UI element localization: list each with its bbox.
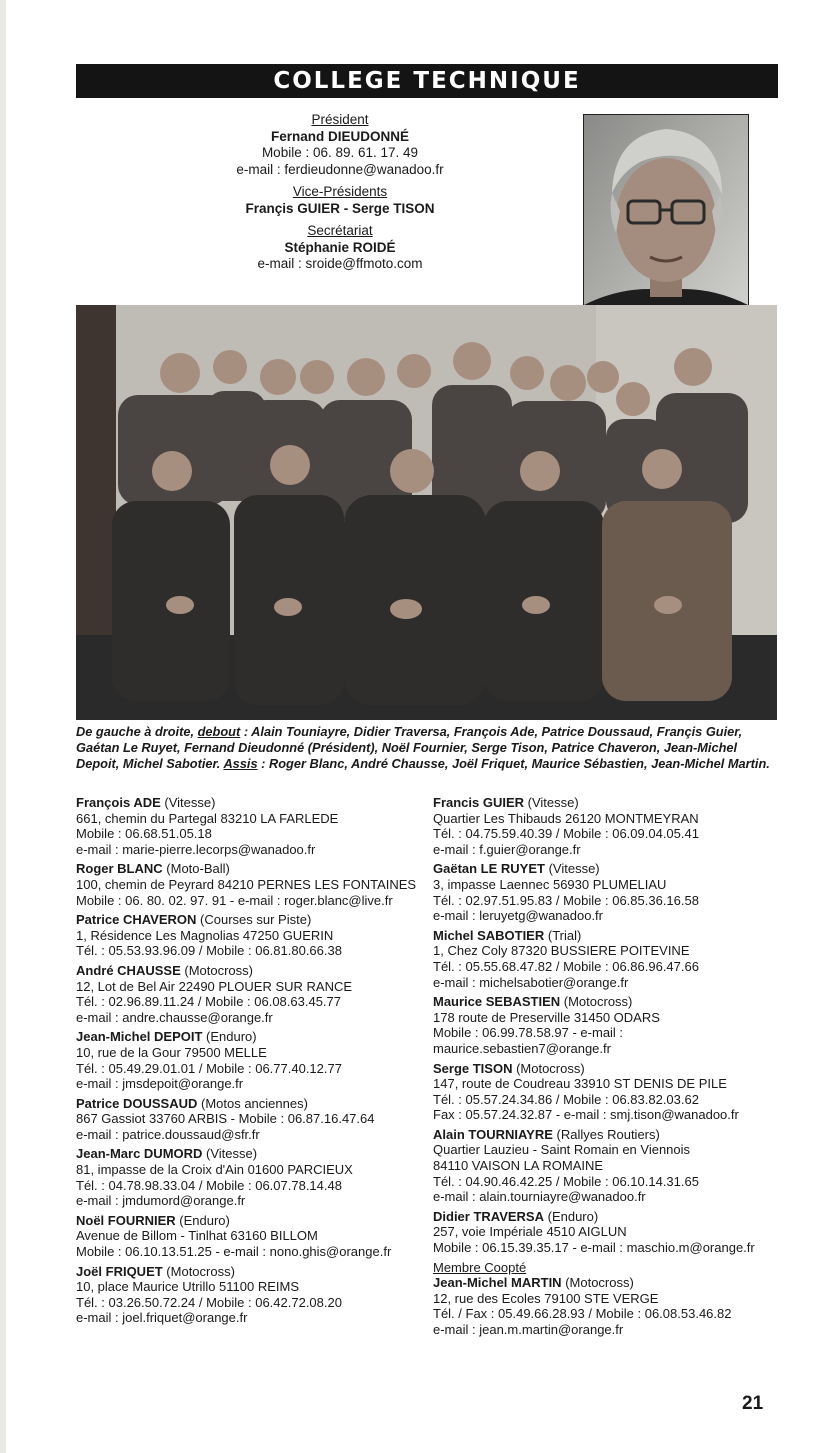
member-line: e-mail : alain.tourniayre@wanadoo.fr	[433, 1189, 646, 1205]
member-line: e-mail : marie-pierre.lecorps@wanadoo.fr	[76, 841, 316, 857]
member-line: Tél. : 03.26.50.72.24 / Mobile : 06.42.72.08.20	[76, 1294, 342, 1310]
member-discipline: (Vitesse)	[544, 861, 600, 877]
coopted-section-title: Membre Coopté	[433, 1259, 527, 1275]
member-entry	[76, 1029, 428, 1091]
member-name: Francis GUIER	[433, 795, 525, 810]
president-name: Fernand DIEUDONNÉ	[270, 128, 409, 144]
member-discipline: (Enduro)	[544, 1208, 599, 1224]
member-entry	[433, 1127, 785, 1205]
caption-seated-label: Assis	[223, 756, 258, 771]
secretariat-email: e-mail : sroide@ffmoto.com	[257, 256, 423, 271]
member-name: Michel SABOTIER	[433, 927, 545, 943]
member-name: Patrice CHAVERON	[76, 912, 197, 928]
member-line: Mobile : 06.15.39.35.17 - e-mail : maschio.m@orange.fr	[433, 1240, 755, 1256]
member-entry	[433, 928, 785, 990]
member-line: 12, rue des Ecoles 79100 STE VERGE	[433, 1290, 659, 1306]
member-name: Maurice SEBASTIEN	[433, 994, 561, 1010]
member-entry	[433, 795, 785, 857]
vice-role: Vice-Présidents	[292, 184, 388, 199]
member-discipline: (Trial)	[544, 927, 582, 943]
member-discipline: (Motocross)	[180, 962, 253, 978]
member-line: 867 Gassiot 33760 ARBIS - Mobile : 06.87.16.47.64	[76, 1111, 375, 1127]
vice-names: Françis GUIER - Serge TISON	[245, 200, 435, 216]
member-line: Mobile : 06.68.51.05.18	[76, 826, 212, 842]
member-line: 1, Résidence Les Magnolias 47250 GUERIN	[76, 927, 334, 943]
member-discipline: (Enduro)	[175, 1212, 230, 1228]
member-entry	[76, 1146, 428, 1208]
member-discipline: (Motos anciennes)	[197, 1095, 308, 1111]
caption-standing: : Alain Touniayre, Didier Traversa, François Ade, Patrice Doussaud, Françis Guier, Gaétan Le Ruyet, Fernand Dieudonné (Président), Noël Fournier, Serge Tison, Patrice Chaveron, Jean-Michel Depoit, Michel Sabotier.	[76, 724, 743, 771]
page-edge	[0, 0, 6, 1453]
secretariat-role: Secrétariat	[307, 223, 373, 238]
president-mobile: Mobile : 06. 89. 61. 17. 49	[261, 145, 419, 160]
member-line: 661, chemin du Partegal 83210 LA FARLEDE	[76, 810, 339, 826]
page-number: 21	[742, 1393, 764, 1414]
member-line: Tél. / Fax : 05.49.66.28.93 / Mobile : 06.08.53.46.82	[433, 1306, 732, 1322]
member-line: e-mail : f.guier@orange.fr	[433, 841, 581, 857]
member-line: Fax : 05.57.24.32.87 - e-mail : smj.tison@wanadoo.fr	[433, 1107, 739, 1123]
caption-standing-label: debout	[197, 724, 241, 739]
member-discipline: (Motocross)	[560, 994, 633, 1010]
member-line: 10, place Maurice Utrillo 51100 REIMS	[76, 1279, 300, 1295]
member-discipline: (Motocross)	[561, 1275, 634, 1291]
member-name: Alain TOURNIAYRE	[433, 1126, 553, 1142]
member-name: Patrice DOUSSAUD	[76, 1095, 198, 1111]
coopted-member-entry	[433, 1260, 785, 1338]
member-name: Serge TISON	[433, 1060, 513, 1076]
member-name: André CHAUSSE	[76, 962, 181, 978]
member-entry	[76, 912, 428, 959]
member-line: Mobile : 06. 80. 02. 97. 91 - e-mail : roger.blanc@live.fr	[76, 892, 393, 908]
member-line: 3, impasse Laennec 56930 PLUMELIAU	[433, 876, 667, 892]
member-name: François ADE	[76, 795, 161, 810]
member-line: Tél. : 02.97.51.95.83 / Mobile : 06.85.36.16.58	[433, 892, 699, 908]
section-banner: COLLEGE TECHNIQUE	[76, 64, 778, 98]
member-line: e-mail : leruyetg@wanadoo.fr	[433, 908, 603, 924]
members-left-column	[76, 795, 428, 1330]
member-line: 147, route de Coudreau 33910 ST DENIS DE PILE	[433, 1076, 727, 1092]
member-name: Noël FOURNIER	[76, 1212, 176, 1228]
member-line: 100, chemin de Peyrard 84210 PERNES LES FONTAINES	[76, 876, 417, 892]
member-line: e-mail : patrice.doussaud@sfr.fr	[76, 1126, 260, 1142]
members-right-column	[433, 795, 785, 1342]
member-line: Tél. : 05.53.93.96.09 / Mobile : 06.81.80.66.38	[76, 943, 342, 959]
member-discipline: (Motocross)	[162, 1263, 235, 1279]
member-line: Mobile : 06.99.78.58.97 - e-mail : maurice.sebastien7@orange.fr	[433, 1025, 624, 1056]
member-entry	[76, 861, 428, 908]
member-line: Tél. : 04.78.98.33.04 / Mobile : 06.07.78.14.48	[76, 1177, 342, 1193]
member-discipline: (Enduro)	[202, 1029, 257, 1045]
member-line: e-mail : jmsdepoit@orange.fr	[76, 1076, 244, 1092]
member-line: e-mail : joel.friquet@orange.fr	[76, 1310, 248, 1326]
member-line: e-mail : jmdumord@orange.fr	[76, 1193, 246, 1209]
member-discipline: (Vitesse)	[160, 795, 216, 810]
member-line: 178 route de Preserville 31450 ODARS	[433, 1009, 660, 1025]
member-line: 84110 VAISON LA ROMAINE	[433, 1158, 604, 1174]
member-name: Gaëtan LE RUYET	[433, 861, 545, 877]
officers-block	[200, 112, 480, 273]
caption-seated: : Roger Blanc, André Chausse, Joël Friquet, Maurice Sébastien, Jean-Michel Martin.	[257, 756, 770, 771]
member-entry	[76, 963, 428, 1025]
member-line: e-mail : michelsabotier@orange.fr	[433, 974, 629, 990]
member-line: 12, Lot de Bel Air 22490 PLOUER SUR RANCE	[76, 978, 353, 994]
member-discipline: (Motocross)	[512, 1060, 585, 1076]
member-line: 81, impasse de la Croix d'Ain 01600 PARCIEUX	[76, 1162, 353, 1178]
member-line: Tél. : 04.90.46.42.25 / Mobile : 06.10.14.31.65	[433, 1173, 699, 1189]
member-line: Quartier Les Thibauds 26120 MONTMEYRAN	[433, 810, 699, 826]
member-entry	[433, 994, 785, 1056]
photo-caption	[76, 724, 780, 772]
member-line: 257, voie Impériale 4510 AIGLUN	[433, 1224, 627, 1240]
secretariat-name: Stéphanie ROIDÉ	[284, 239, 396, 255]
member-name: Didier TRAVERSA	[433, 1208, 544, 1224]
member-line: Quartier Lauzieu - Saint Romain en Viennois	[433, 1142, 691, 1158]
member-line: Mobile : 06.10.13.51.25 - e-mail : nono.ghis@orange.fr	[76, 1244, 392, 1260]
member-line: Tél. : 04.75.59.40.39 / Mobile : 06.09.04.05.41	[433, 826, 699, 842]
member-line: Tél. : 05.57.24.34.86 / Mobile : 06.83.82.03.62	[433, 1091, 699, 1107]
member-entry	[76, 1264, 428, 1326]
caption-lead: De gauche à droite,	[76, 724, 198, 739]
member-entry	[76, 1096, 428, 1143]
member-line: Tél. : 05.49.29.01.01 / Mobile : 06.77.40.12.77	[76, 1060, 342, 1076]
member-line: Tél. : 02.96.89.11.24 / Mobile : 06.08.63.45.77	[76, 994, 342, 1010]
member-line: 10, rue de la Gour 79500 MELLE	[76, 1044, 267, 1060]
member-discipline: (Moto-Ball)	[162, 861, 230, 877]
member-entry	[76, 1213, 428, 1260]
member-discipline: (Rallyes Routiers)	[552, 1126, 660, 1142]
member-name: Joël FRIQUET	[76, 1263, 163, 1279]
member-entry	[433, 861, 785, 923]
member-entry	[433, 1061, 785, 1123]
member-name: Roger BLANC	[76, 861, 163, 877]
member-line: e-mail : jean.m.martin@orange.fr	[433, 1322, 624, 1337]
president-role: Président	[311, 112, 369, 127]
member-discipline: (Vitesse)	[202, 1146, 258, 1162]
member-entry	[433, 1209, 785, 1256]
member-discipline: (Vitesse)	[524, 795, 579, 810]
member-name: Jean-Marc DUMORD	[76, 1146, 203, 1162]
member-name: Jean-Michel DEPOIT	[76, 1029, 203, 1045]
member-name: Jean-Michel MARTIN	[433, 1275, 562, 1291]
member-discipline: (Courses sur Piste)	[196, 912, 312, 928]
member-line: 1, Chez Coly 87320 BUSSIERE POITEVINE	[433, 943, 690, 959]
group-photo	[76, 305, 777, 720]
member-entry	[76, 795, 428, 857]
member-line: Tél. : 05.55.68.47.82 / Mobile : 06.86.96.47.66	[433, 958, 699, 974]
president-email: e-mail : ferdieudonne@wanadoo.fr	[236, 161, 444, 177]
member-line: e-mail : andre.chausse@orange.fr	[76, 1009, 273, 1025]
member-line: Avenue de Billom - Tinlhat 63160 BILLOM	[76, 1228, 318, 1244]
